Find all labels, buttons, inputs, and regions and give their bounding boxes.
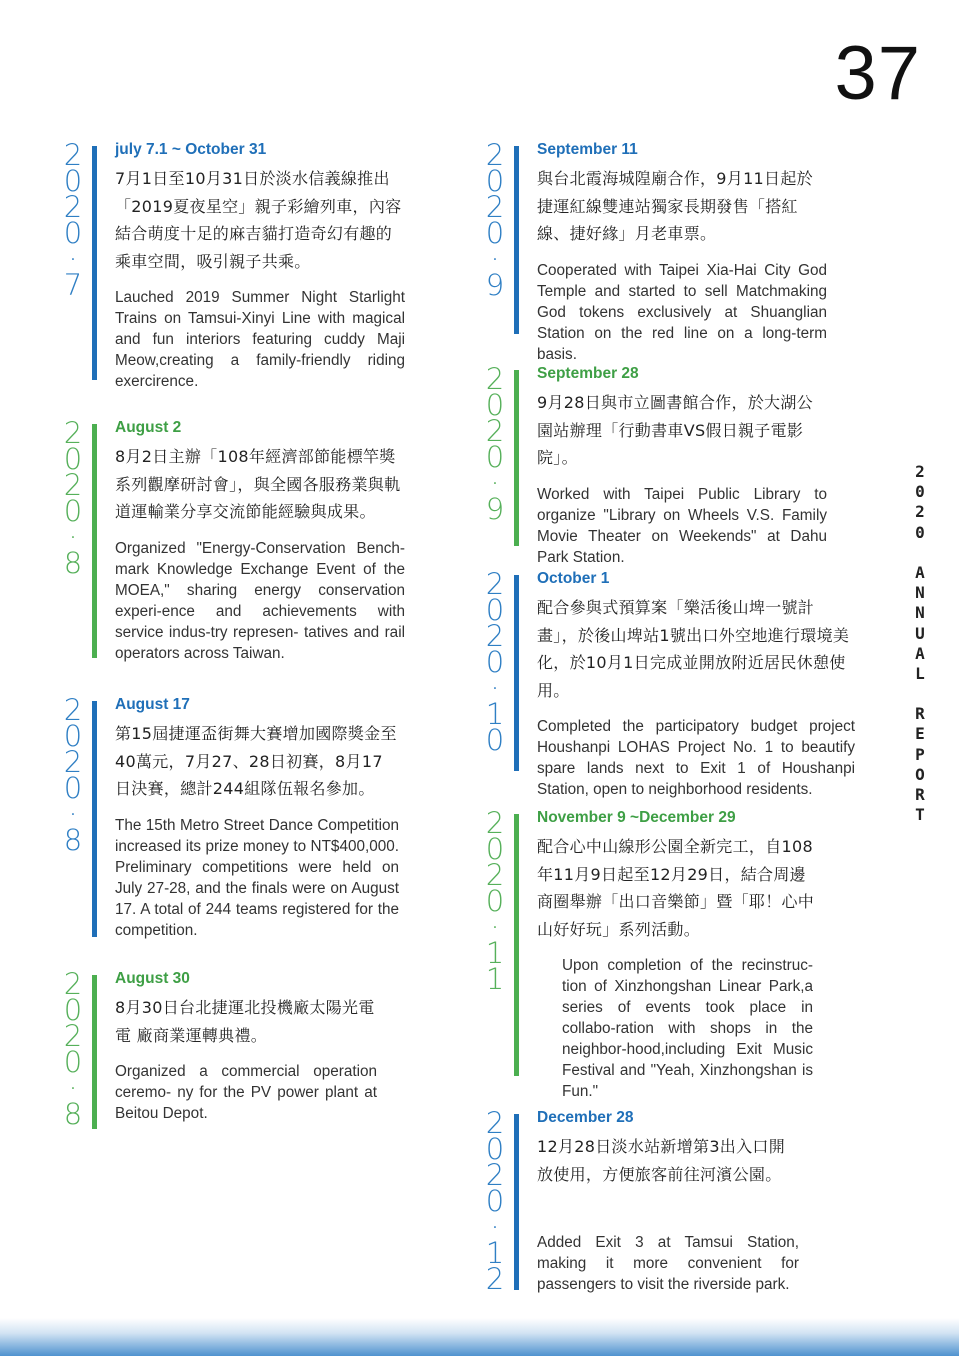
side-title-char: A <box>915 562 925 582</box>
entry-year <box>482 138 508 302</box>
side-title-char: 2 <box>915 502 925 522</box>
year-char: 0 <box>63 216 83 250</box>
entry-year <box>60 693 86 857</box>
year-char: 0 <box>485 593 505 627</box>
entry-date: july 7.1 ~ October 31 <box>115 141 267 158</box>
entry-date: December 28 <box>537 1109 634 1126</box>
year-char: 2 <box>485 806 505 840</box>
year-char: · <box>68 1071 78 1105</box>
timeline-entry-oct-1 <box>482 567 862 798</box>
year-char: 2 <box>63 967 83 1001</box>
entry-text-en: Upon completion of the recinstruc-tion of Xinzhongshan Linear Park,a series of events took place in collabo-ration with shops in the neighbor-hood,including Exit Music Festival and "Yeah, Xinzhongshan is Fun." <box>562 957 813 1100</box>
entry-text-en: Completed the participatory budget project Houshanpi LOHAS Project No. 1 to beautify spare lands next to Exit 1 of Houshanpi Station, open to neighborhood residents. <box>537 718 855 798</box>
timeline-entry-jul <box>60 138 420 390</box>
timeline-entry-nov <box>482 806 842 1100</box>
year-char: 2 <box>485 619 505 653</box>
entry-date: August 2 <box>115 419 182 436</box>
year-char: 2 <box>63 138 83 172</box>
year-char: · <box>490 910 500 944</box>
timeline-bar <box>514 146 519 334</box>
entry-text-zh: 第15屆捷運盃街舞大賽增加國際獎金至40萬元，7月27、28日初賽，8月17日決賽，總計244組隊伍報名參加。 <box>115 724 397 798</box>
entry-year <box>482 1106 508 1296</box>
footer-wave-decoration <box>0 1318 959 1356</box>
side-title-char: U <box>915 623 925 643</box>
page-number: 37 <box>834 31 921 116</box>
year-char: 0 <box>63 442 83 476</box>
side-title-char: T <box>915 805 925 825</box>
side-title-char: N <box>915 603 925 623</box>
year-char: 2 <box>485 1158 505 1192</box>
side-title-char: L <box>915 663 925 683</box>
timeline-entry-sep-11 <box>482 138 842 363</box>
timeline-bar <box>92 975 97 1129</box>
side-title-char: N <box>915 583 925 603</box>
timeline-entry-dec <box>482 1106 842 1296</box>
entry-year <box>60 416 86 580</box>
year-char: 2 <box>485 858 505 892</box>
year-char: 1 <box>485 1236 505 1270</box>
year-char: 2 <box>63 1019 83 1053</box>
year-char: 2 <box>63 468 83 502</box>
year-char: 0 <box>63 164 83 198</box>
year-char: 0 <box>63 719 83 753</box>
timeline-entry-aug-30 <box>60 967 420 1131</box>
entry-text-zh: 8月30日台北捷運北投機廠太陽光電電 廠商業運轉典禮。 <box>115 998 375 1045</box>
side-title-char: R <box>915 785 925 804</box>
year-char: 0 <box>63 1045 83 1079</box>
year-char: 2 <box>485 362 505 396</box>
side-title-char: 2 <box>915 462 925 481</box>
year-char: 2 <box>485 414 505 448</box>
entry-year <box>60 138 86 302</box>
year-char: 1 <box>485 936 505 970</box>
entry-text-en: Lauched 2019 Summer Night Starlight Trains on Tamsui-Xinyi Line with magical and fun interiors featuring cuddy Maji Meow,creating a family-friendly riding exercirence. <box>115 289 405 390</box>
year-char: 2 <box>63 190 83 224</box>
year-char: 2 <box>485 138 505 172</box>
year-char: 0 <box>485 884 505 918</box>
year-char: 8 <box>63 1097 83 1131</box>
entry-text-en: Added Exit 3 at Tamsui Station, making it more convenient for passengers to visit the riverside park. <box>537 1234 799 1293</box>
entry-date: November 9 ~December 29 <box>537 809 736 826</box>
year-char: 0 <box>485 216 505 250</box>
timeline-entry-sep-28 <box>482 362 842 566</box>
side-title-char: R <box>915 704 925 724</box>
entry-date: August 17 <box>115 696 190 713</box>
side-title-char <box>908 543 932 563</box>
entry-text-en: Worked with Taipei Public Library to organize "Library on Wheels V.S. Family Movie Theater on Weekends" at Dahu Park Station. <box>537 485 827 566</box>
year-char: · <box>490 1210 500 1244</box>
year-char: · <box>490 242 500 276</box>
timeline-bar <box>92 146 97 380</box>
year-char: 2 <box>485 567 505 601</box>
year-char: · <box>68 797 78 831</box>
year-char: 0 <box>485 440 505 474</box>
entry-text-en: Organized "Energy-Conservation Bench-mark Knowledge Exchange Event of the MOEA," sharing energy conservation experi-ence and achievements with service indus-try represen- tatives and rail operators across Taiwan. <box>115 539 405 662</box>
year-char: 0 <box>485 832 505 866</box>
entry-text-zh: 配合心中山線形公園全新完工，自108年11月9日起至12月29日，結合周邊商圈舉辦「出口音樂節」暨「耶！心中山好好玩」系列活動。 <box>537 837 815 939</box>
side-title-char: A <box>915 643 925 663</box>
year-char: 0 <box>485 1132 505 1166</box>
timeline-entry-aug-2 <box>60 416 420 662</box>
timeline-bar <box>92 424 97 658</box>
side-title-char <box>908 684 932 704</box>
side-title-annual-report <box>908 462 932 825</box>
entry-date: September 11 <box>537 141 638 158</box>
entry-date: September 28 <box>537 365 639 382</box>
year-char: 0 <box>63 494 83 528</box>
year-char: · <box>490 671 500 705</box>
entry-year <box>482 806 508 996</box>
year-char: 7 <box>63 268 83 302</box>
year-char: 0 <box>63 993 83 1027</box>
timeline-bar <box>92 701 97 937</box>
year-char: 8 <box>63 823 83 857</box>
side-title-char: P <box>915 744 925 764</box>
year-char: 8 <box>63 546 83 580</box>
entry-year <box>60 967 86 1131</box>
year-char: · <box>68 242 78 276</box>
year-char: 9 <box>485 268 505 302</box>
timeline-entry-aug-17 <box>60 693 420 939</box>
year-char: 2 <box>63 416 83 450</box>
year-char: 2 <box>63 745 83 779</box>
entry-text-zh: 7月1日至10月31日於淡水信義線推出「2019夏夜星空」親子彩繪列車，內容結合萌度十足的麻吉貓打造奇幻有趣的乘車空間，吸引親子共乘。 <box>115 169 402 271</box>
year-char: 0 <box>485 723 505 757</box>
entry-text-zh: 與台北霞海城隍廟合作，9月11日起於捷運紅線雙連站獨家長期發售「搭紅線、捷好緣」月老車票。 <box>537 169 813 243</box>
year-char: 2 <box>63 693 83 727</box>
side-title-char: E <box>915 724 925 744</box>
year-char: 1 <box>485 962 505 996</box>
year-char: · <box>490 466 500 500</box>
entry-text-en: Organized a commercial operation ceremo- ny for the PV power plant at Beitou Depot. <box>115 1063 377 1122</box>
year-char: 0 <box>485 164 505 198</box>
entry-year <box>482 362 508 526</box>
year-char: 9 <box>485 492 505 526</box>
year-char: 0 <box>63 771 83 805</box>
entry-year <box>482 567 508 757</box>
entry-text-zh: 8月2日主辦「108年經濟部節能標竿獎系列觀摩研討會」，與全國各服務業與軌道運輸業分享交流節能經驗與成果。 <box>115 447 401 521</box>
year-char: 0 <box>485 645 505 679</box>
year-char: 2 <box>485 1106 505 1140</box>
entry-date: August 30 <box>115 970 190 987</box>
side-title-char: 0 <box>915 522 925 542</box>
timeline-bar <box>514 575 519 771</box>
entry-text-zh: 12月28日淡水站新增第3出入口開放使用，方便旅客前往河濱公園。 <box>537 1137 785 1184</box>
year-char: 0 <box>485 388 505 422</box>
year-char: 2 <box>485 190 505 224</box>
year-char: 1 <box>485 697 505 731</box>
entry-text-en: Cooperated with Taipei Xia-Hai City God Temple and started to sell Matchmaking God tokens exclusively at Shuanglian Station on the red line on a long-term basis. <box>537 261 827 363</box>
entry-text-en: The 15th Metro Street Dance Competition increased its prize money to NT$400,000. Preliminary competitions were held on July 27-28, and the finals were on August 17. A total of 244 teams registered for the competition. <box>115 816 399 939</box>
entry-text-zh: 9月28日與市立圖書館合作，於大湖公園站辦理「行動書車VS假日親子電影院」。 <box>537 393 813 467</box>
entry-date: October 1 <box>537 570 610 587</box>
entry-text-zh: 配合參與式預算案「樂活後山埤一號計 畫」，於後山埤站1號出口外空地進行環境美化，於10月1日完成並開放附近居民休憩使用。 <box>537 598 850 700</box>
year-char: 2 <box>485 1262 505 1296</box>
year-char: 0 <box>485 1184 505 1218</box>
timeline-bar <box>514 1114 519 1290</box>
timeline-bar <box>514 370 519 546</box>
year-char: · <box>68 520 78 554</box>
timeline-bar <box>514 814 519 1076</box>
side-title-char: O <box>915 764 925 784</box>
side-title-char: 0 <box>915 482 925 502</box>
